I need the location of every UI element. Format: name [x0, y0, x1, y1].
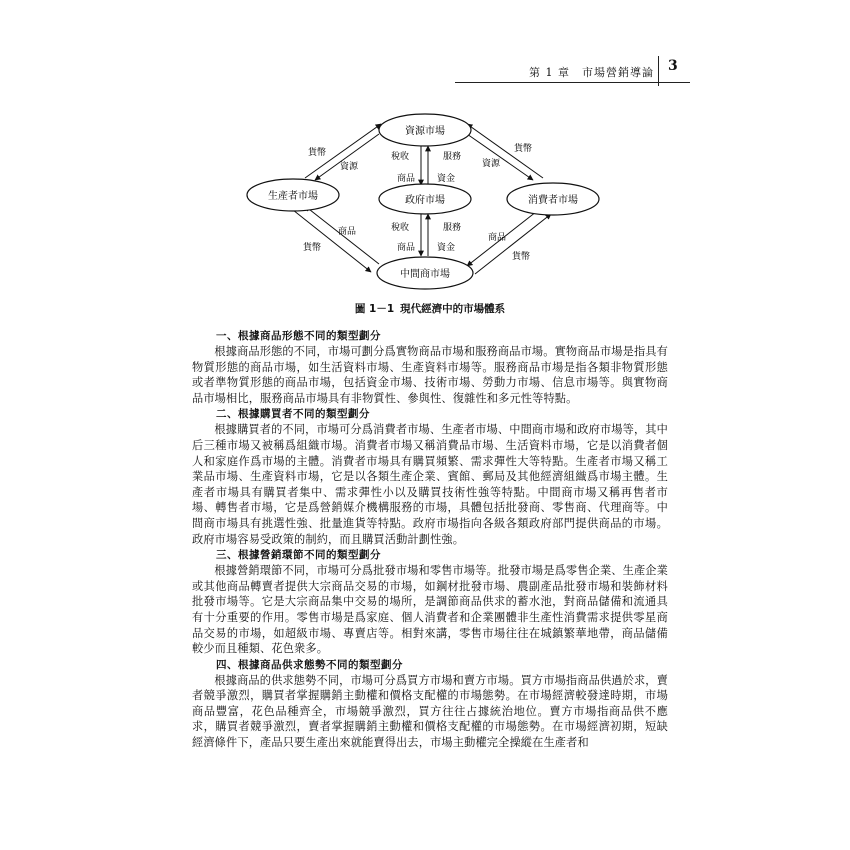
node-consumer-market — [507, 183, 599, 215]
market-system-diagram — [245, 110, 605, 300]
flow-label: 資金 — [436, 174, 456, 184]
node-government-market — [379, 184, 471, 214]
flow-label: 服務 — [442, 152, 462, 162]
node-label: 政府市場 — [405, 195, 445, 206]
paragraph: 根據商品形態的不同，市場可劃分爲實物商品市場和服務商品市場。實物商品市場是指具有物質形態的商品市場，如生活資料市場、生產資料市場等。服務商品市場是指各類非物質形態或者準物質形態的商品市場，包括資金市場、技術市場、勞動力市場、信息市場等。與實物商品市場相比，服務商品市場具有非物質性、參與性、復雜性和多元性等特點。 — [192, 345, 668, 405]
paragraph: 根據購買者的不同，市場可分爲消費者市場、生產者市場、中間商市場和政府市場等，其中后三種市場又被稱爲組織市場。消費者市場又稱消費品市場、生活資料市場，它是以消費者個人和家庭作爲市場的主體。消費者市場具有購買頻繁、需求彈性大等特點。生產者市場又稱工業品市場、生產資料市場，它是以各類生產企業、賓館、郵局及其他經濟組織爲市場主體。生產者市場具有購買者集中、需求彈性小以及購買技術性強等特點。中間商市場又稱再售者市場、轉售者市場，它是爲營銷媒介機構服務的市場，具體包括批發商、零售商、代理商等。中間商市場具有挑選性強、批量進貨等特點。政府市場指向各級各類政府部門提供商品的市場。政府市場容易受政策的制約，而且購買活動計劃性強。 — [192, 423, 668, 546]
figure-title: 現代經濟中的市場體系 — [400, 303, 506, 315]
flow-label: 資源 — [339, 162, 359, 172]
arrow-producer-to-intermediary — [293, 210, 371, 272]
running-header — [455, 60, 690, 83]
section-heading: 一、根據商品形態不同的類型劃分 — [216, 330, 381, 342]
flow-label: 稅收 — [390, 223, 410, 233]
body-text — [192, 328, 668, 751]
flow-label: 資源 — [481, 159, 501, 169]
figure-caption — [320, 301, 540, 316]
node-producer-market — [247, 179, 339, 211]
section — [192, 328, 668, 406]
section-heading: 二、根據購買者不同的類型劃分 — [216, 408, 370, 421]
node-label: 消費者市場 — [528, 195, 578, 206]
flow-label: 商品 — [396, 243, 416, 253]
paragraph: 根據營銷環節不同，市場可分爲批發市場和零售市場等。批發市場是爲零售企業、生產企業或其他商品轉賣者提供大宗商品交易的市場，如鋼材批發市場、農副產品批發市場和裝飾材料批發市場等。它是大宗商品集中交易的場所，是調節商品供求的蓄水池，對商品儲備和流通具有十分重要的作用。零售市場是爲家庭、個人消費者和企業團體非生產性消費需求提供零星商品交易的市場，如超級市場、專賣店等。相對來講，零售市場往往在城鎮繁華地帶，商品儲備較少而且種類、花色衆多。 — [192, 564, 668, 656]
chapter-title: 第 1 章 市場營銷導論 — [529, 66, 654, 79]
flow-label: 商品 — [396, 174, 416, 184]
section — [192, 657, 668, 751]
page-number: 3 — [668, 58, 678, 74]
section-heading: 四、根據商品供求態勢不同的類型劃分 — [216, 658, 403, 671]
figure-number: 圖 1－1 — [354, 303, 395, 315]
section — [192, 547, 668, 657]
flow-label: 資金 — [436, 243, 456, 253]
node-resource-market — [379, 114, 471, 146]
node-label: 資源市場 — [405, 126, 445, 137]
flow-label: 貨幣 — [511, 252, 531, 262]
node-label: 生產者市場 — [268, 191, 318, 202]
paragraph: 根據商品的供求態勢不同，市場可分爲買方市場和賣方市場。買方市場指商品供過於求，賣者競爭激烈，購買者掌握購銷主動權和價格支配權的市場態勢。在市場經濟較發達時期，市場商品豐富，花色品種齊全，市場競爭激烈，買方往往占據統治地位。賣方市場指商品供不應求，購買者競爭激烈，賣者掌握購銷主動權和價格支配權的市場態勢。在市場經濟初期，短缺經濟條件下，產品只要生產出來就能賣得出去，市場主動權完全操縱在生產者和 — [192, 673, 668, 750]
node-label: 中間商市場 — [400, 269, 450, 280]
arrow-intermediary-to-consumer — [475, 214, 551, 274]
flow-label: 貨幣 — [302, 243, 322, 253]
flow-label: 服務 — [442, 223, 462, 233]
node-intermediary-market — [377, 257, 473, 289]
flow-label: 商品 — [337, 227, 357, 237]
header-divider — [658, 56, 659, 86]
flow-label: 貨幣 — [513, 144, 533, 154]
flow-label: 貨幣 — [307, 148, 327, 158]
section — [192, 406, 668, 547]
flow-label: 商品 — [487, 233, 507, 243]
flow-label: 稅收 — [390, 152, 410, 162]
section-heading: 三、根據營銷環節不同的類型劃分 — [216, 549, 381, 562]
arrow-resource-to-consumer — [467, 134, 533, 180]
